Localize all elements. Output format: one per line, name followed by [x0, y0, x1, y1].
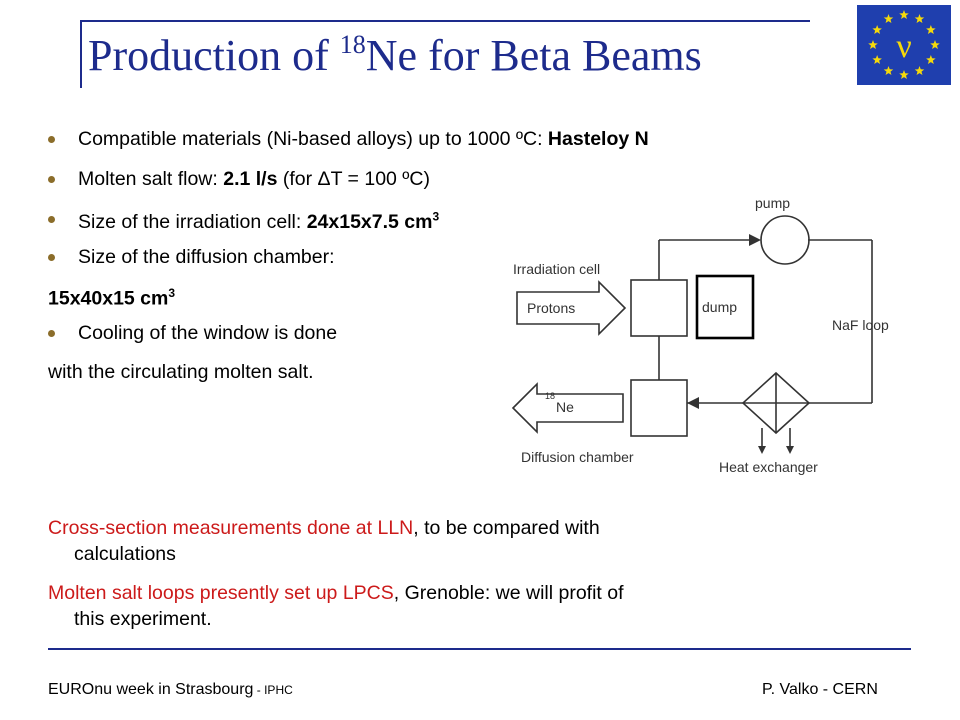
bullet-dot — [48, 330, 55, 337]
molten-salt-loop-diagram — [505, 190, 925, 480]
eu-star-icon — [926, 55, 936, 64]
bullet-dot — [48, 136, 55, 143]
note-continuation: calculations — [74, 543, 176, 565]
protons-label: Protons — [527, 300, 576, 316]
footer-author: P. Valko - CERN — [762, 681, 878, 698]
title-prefix: Production of — [88, 31, 340, 80]
bullet-text: Size of the diffusion chamber: — [78, 246, 335, 268]
ne-label: Ne — [556, 399, 574, 415]
heat-exchanger-label: Heat exchanger — [719, 459, 818, 475]
cooling-continuation: with the circulating molten salt. — [48, 361, 314, 383]
bullet-dot — [48, 216, 55, 223]
eu-star-icon — [899, 70, 909, 79]
eu-stars-icon — [857, 5, 951, 85]
bullet-cooling — [48, 324, 337, 344]
note-cross-section — [48, 515, 848, 567]
bullet-bold: 24x15x7.5 cm — [306, 210, 433, 233]
diffusion-chamber-label: Diffusion chamber — [521, 449, 634, 465]
flow-arrow-icon — [749, 234, 761, 246]
ne-mass-number: 18 — [545, 391, 556, 401]
bullet-superscript: 3 — [432, 209, 440, 223]
naf-loop-label: NaF loop — [832, 317, 889, 333]
eu-star-icon — [884, 14, 894, 23]
eu-star-icon — [899, 10, 909, 19]
bullet-dot — [48, 254, 55, 261]
coolant-arrow-icon — [786, 446, 794, 454]
irradiation-cell-label: Irradiation cell — [513, 261, 601, 277]
pump-label: pump — [755, 195, 791, 211]
diffusion-chamber-box — [631, 380, 687, 436]
chamber-size-bold: 15x40x15 cm — [48, 287, 169, 310]
nu-symbol: ν — [896, 28, 912, 65]
bullet-text: Compatible materials (Ni-based alloys) up to 1000 ºC: — [78, 128, 548, 150]
eu-star-icon — [868, 40, 878, 49]
coolant-arrow-icon — [758, 446, 766, 454]
title-suffix: Ne for Beta Beams — [365, 31, 702, 80]
footer-rule — [48, 648, 911, 650]
footer-institute: - IPHC — [253, 683, 293, 697]
bullet-text-post: (for ΔT = 100 ºC) — [277, 168, 430, 190]
pump-icon — [761, 216, 809, 264]
note-text: , Grenoble: we will profit of — [393, 582, 624, 604]
bullet-materials — [48, 130, 649, 150]
bullet-flow — [48, 170, 430, 190]
title-rule-left — [80, 20, 82, 88]
eu-star-icon — [915, 66, 925, 75]
eu-flag-logo — [857, 5, 951, 85]
bullet-text: Cooling of the window is done — [78, 322, 338, 344]
eu-star-icon — [915, 14, 925, 23]
eu-star-icon — [930, 40, 940, 49]
eu-star-icon — [926, 25, 936, 34]
note-red-text: Cross-section measurements done at LLN — [48, 517, 414, 539]
bullet-text: Molten salt flow: — [78, 168, 224, 190]
chamber-size-superscript: 3 — [168, 286, 176, 300]
dump-label: dump — [702, 299, 738, 315]
bullet-dot — [48, 176, 55, 183]
bullet-cell-size — [48, 210, 439, 232]
chamber-size-value — [48, 287, 175, 309]
eu-star-icon — [872, 25, 882, 34]
eu-star-icon — [884, 66, 894, 75]
footer-event: EUROnu week in Strasbourg — [48, 681, 254, 698]
bullet-text: Size of the irradiation cell: — [78, 210, 307, 233]
note-text: , to be compared with — [413, 517, 600, 539]
irradiation-cell-box — [631, 280, 687, 336]
note-red-text: Molten salt loops presently set up LPCS — [48, 582, 394, 604]
bullet-chamber-size — [48, 248, 335, 268]
eu-star-icon — [872, 55, 882, 64]
bullet-bold: Hasteloy N — [547, 128, 649, 150]
bullet-bold: 2.1 l/s — [223, 168, 278, 190]
title-rule-top — [80, 20, 810, 22]
note-continuation: this experiment. — [74, 608, 212, 630]
footer-left — [48, 681, 293, 699]
slide-title — [88, 30, 702, 80]
flow-arrow-icon — [687, 397, 699, 409]
title-superscript: 18 — [339, 30, 366, 59]
note-molten-salt-loops — [48, 580, 848, 632]
